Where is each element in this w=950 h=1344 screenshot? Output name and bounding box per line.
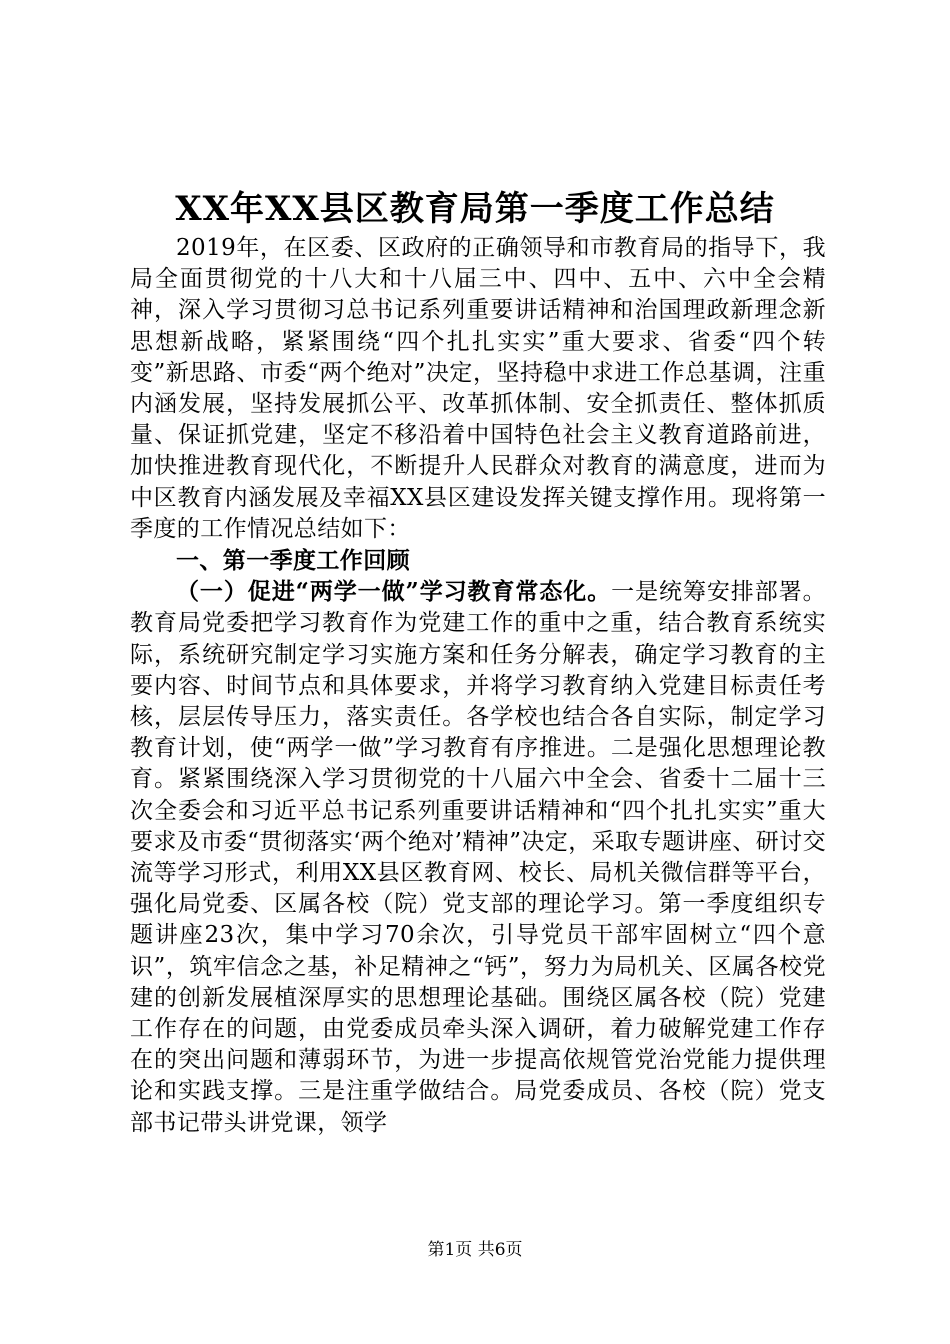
page-indicator: 第1页 共6页 — [427, 1240, 523, 1260]
document-body — [130, 233, 826, 1139]
document-title: XX年XX县区教育局第一季度工作总结 — [175, 189, 775, 229]
intro-paragraph: 2019年，在区委、区政府的正确领导和市教育局的指导下，我局全面贯彻党的十八大和十八届三中、四中、五中、六中全会精神，深入学习贯彻习总书记系列重要讲话精神和治国理政新理念新思想新战略，紧紧围绕“四个扎扎实实”重大要求、省委“四个转变”新思路、市委“两个绝对”决定，坚持稳中求进工作总基调，注重内涵发展，坚持发展抓公平、改革抓体制、安全抓责任、整体抓质量、保证抓党建，坚定不移沿着中国特色社会主义教育道路前进，加快推进教育现代化，不断提升人民群众对教育的满意度，进而为中区教育内涵发展及幸福XX县区建设发挥关键支撑作用。现将第一季度的工作情况总结如下： — [130, 235, 826, 542]
subsection-body: 一是统筹安排部署。教育局党委把学习教育作为党建工作的重中之重，结合教育系统实际，系统研究制定学习实施方案和任务分解表，确定学习教育的主要内容、时间节点和具体要求，并将学习教育纳入党建目标责任考核，层层传导压力，落实责任。各学校也结合各自实际，制定学习教育计划，使“两学一做”学习教育有序推进。二是强化思想理论教育。紧紧围绕深入学习贯彻党的十八届六中全会、省委十二届十三次全委会和习近平总书记系列重要讲话精神和“四个扎扎实实”重大要求及市委“贯彻落实‘两个绝对’精神”决定，采取专题讲座、研讨交流等学习形式，利用XX县区教育网、校长、局机关微信群等平台，强化局党委、区属各校（院）党支部的理论学习。第一季度组织专题讲座23次，集中学习70余次，引导党员干部牢固树立“四个意识”，筑牢信念之基，补足精神之“钙”，努力为局机关、区属各校党建的创新发展植深厚实的思想理论基础。围绕区属各校（院）党建工作存在的问题，由党委成员牵头深入调研，着力破解党建工作存在的突出问题和薄弱环节，为进一步提高依规管党治党能力提供理论和实践支撑。三是注重学做结合。局党委成员、各校（院）党支部书记带头讲党课，领学 — [130, 579, 827, 1136]
section-heading: 一、第一季度工作回顾 — [176, 547, 410, 575]
subsection-heading: （一）促进“两学一做”学习教育常态化。 — [176, 578, 612, 606]
subsection-paragraph — [130, 576, 826, 1139]
